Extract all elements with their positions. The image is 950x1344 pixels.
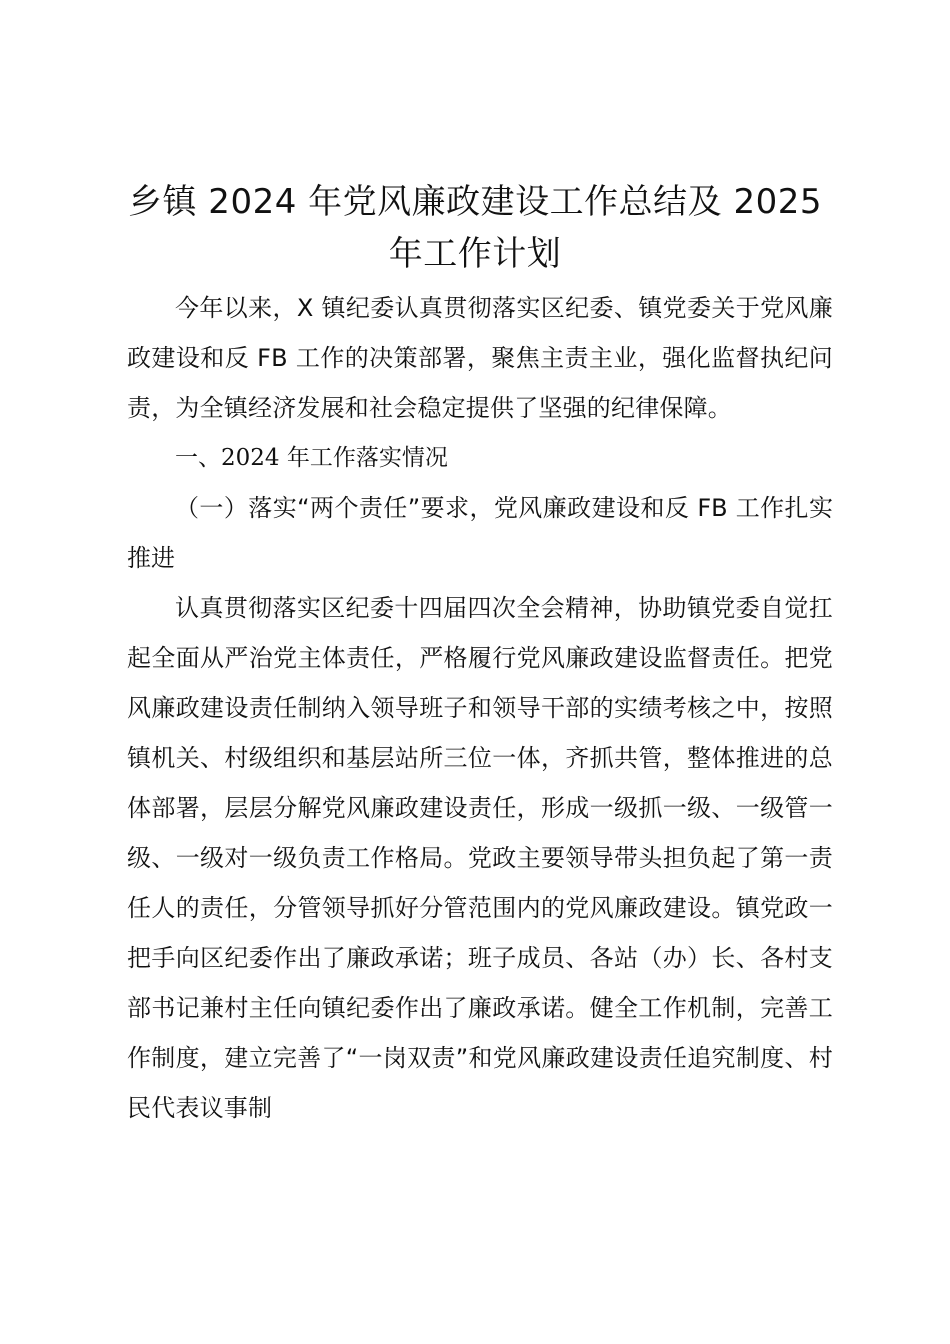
title-line-2: 年工作计划 bbox=[388, 234, 562, 274]
subsection-heading: （一）落实“两个责任”要求，党风廉政建设和反 FB 工作扎实推进 bbox=[127, 494, 833, 572]
document-body bbox=[127, 283, 833, 1133]
intro-paragraph: 今年以来，X 镇纪委认真贯彻落实区纪委、镇党委关于党风廉政建设和反 FB 工作的决策部署，聚焦主责主业，强化监督执纪问责，为全镇经济发展和社会稳定提供了坚强的纪律保障。 bbox=[127, 294, 833, 422]
section-heading: 一、2024 年工作落实情况 bbox=[175, 445, 448, 471]
body-paragraph: 认真贯彻落实区纪委十四届四次全会精神，协助镇党委自觉扛起全面从严治党主体责任，严格履行党风廉政建设监督责任。把党风廉政建设责任制纳入领导班子和领导干部的实绩考核之中，按照镇机关、村级组织和基层站所三位一体，齐抓共管，整体推进的总体部署，层层分解党风廉政建设责任，形成一级抓一级、一级管一级、一级对一级负责工作格局。党政主要领导带头担负起了第一责任人的责任，分管领导抓好分管范围内的党风廉政建设。镇党政一把手向区纪委作出了廉政承诺；班子成员、各站（办）长、各村支部书记兼村主任向镇纪委作出了廉政承诺。健全工作机制，完善工作制度，建立完善了“一岗双责”和党风廉政建设责任追究制度、村民代表议事制 bbox=[127, 594, 833, 1122]
document-title bbox=[110, 176, 840, 280]
title-line-1: 乡镇 2024 年党风廉政建设工作总结及 2025 bbox=[128, 182, 822, 222]
